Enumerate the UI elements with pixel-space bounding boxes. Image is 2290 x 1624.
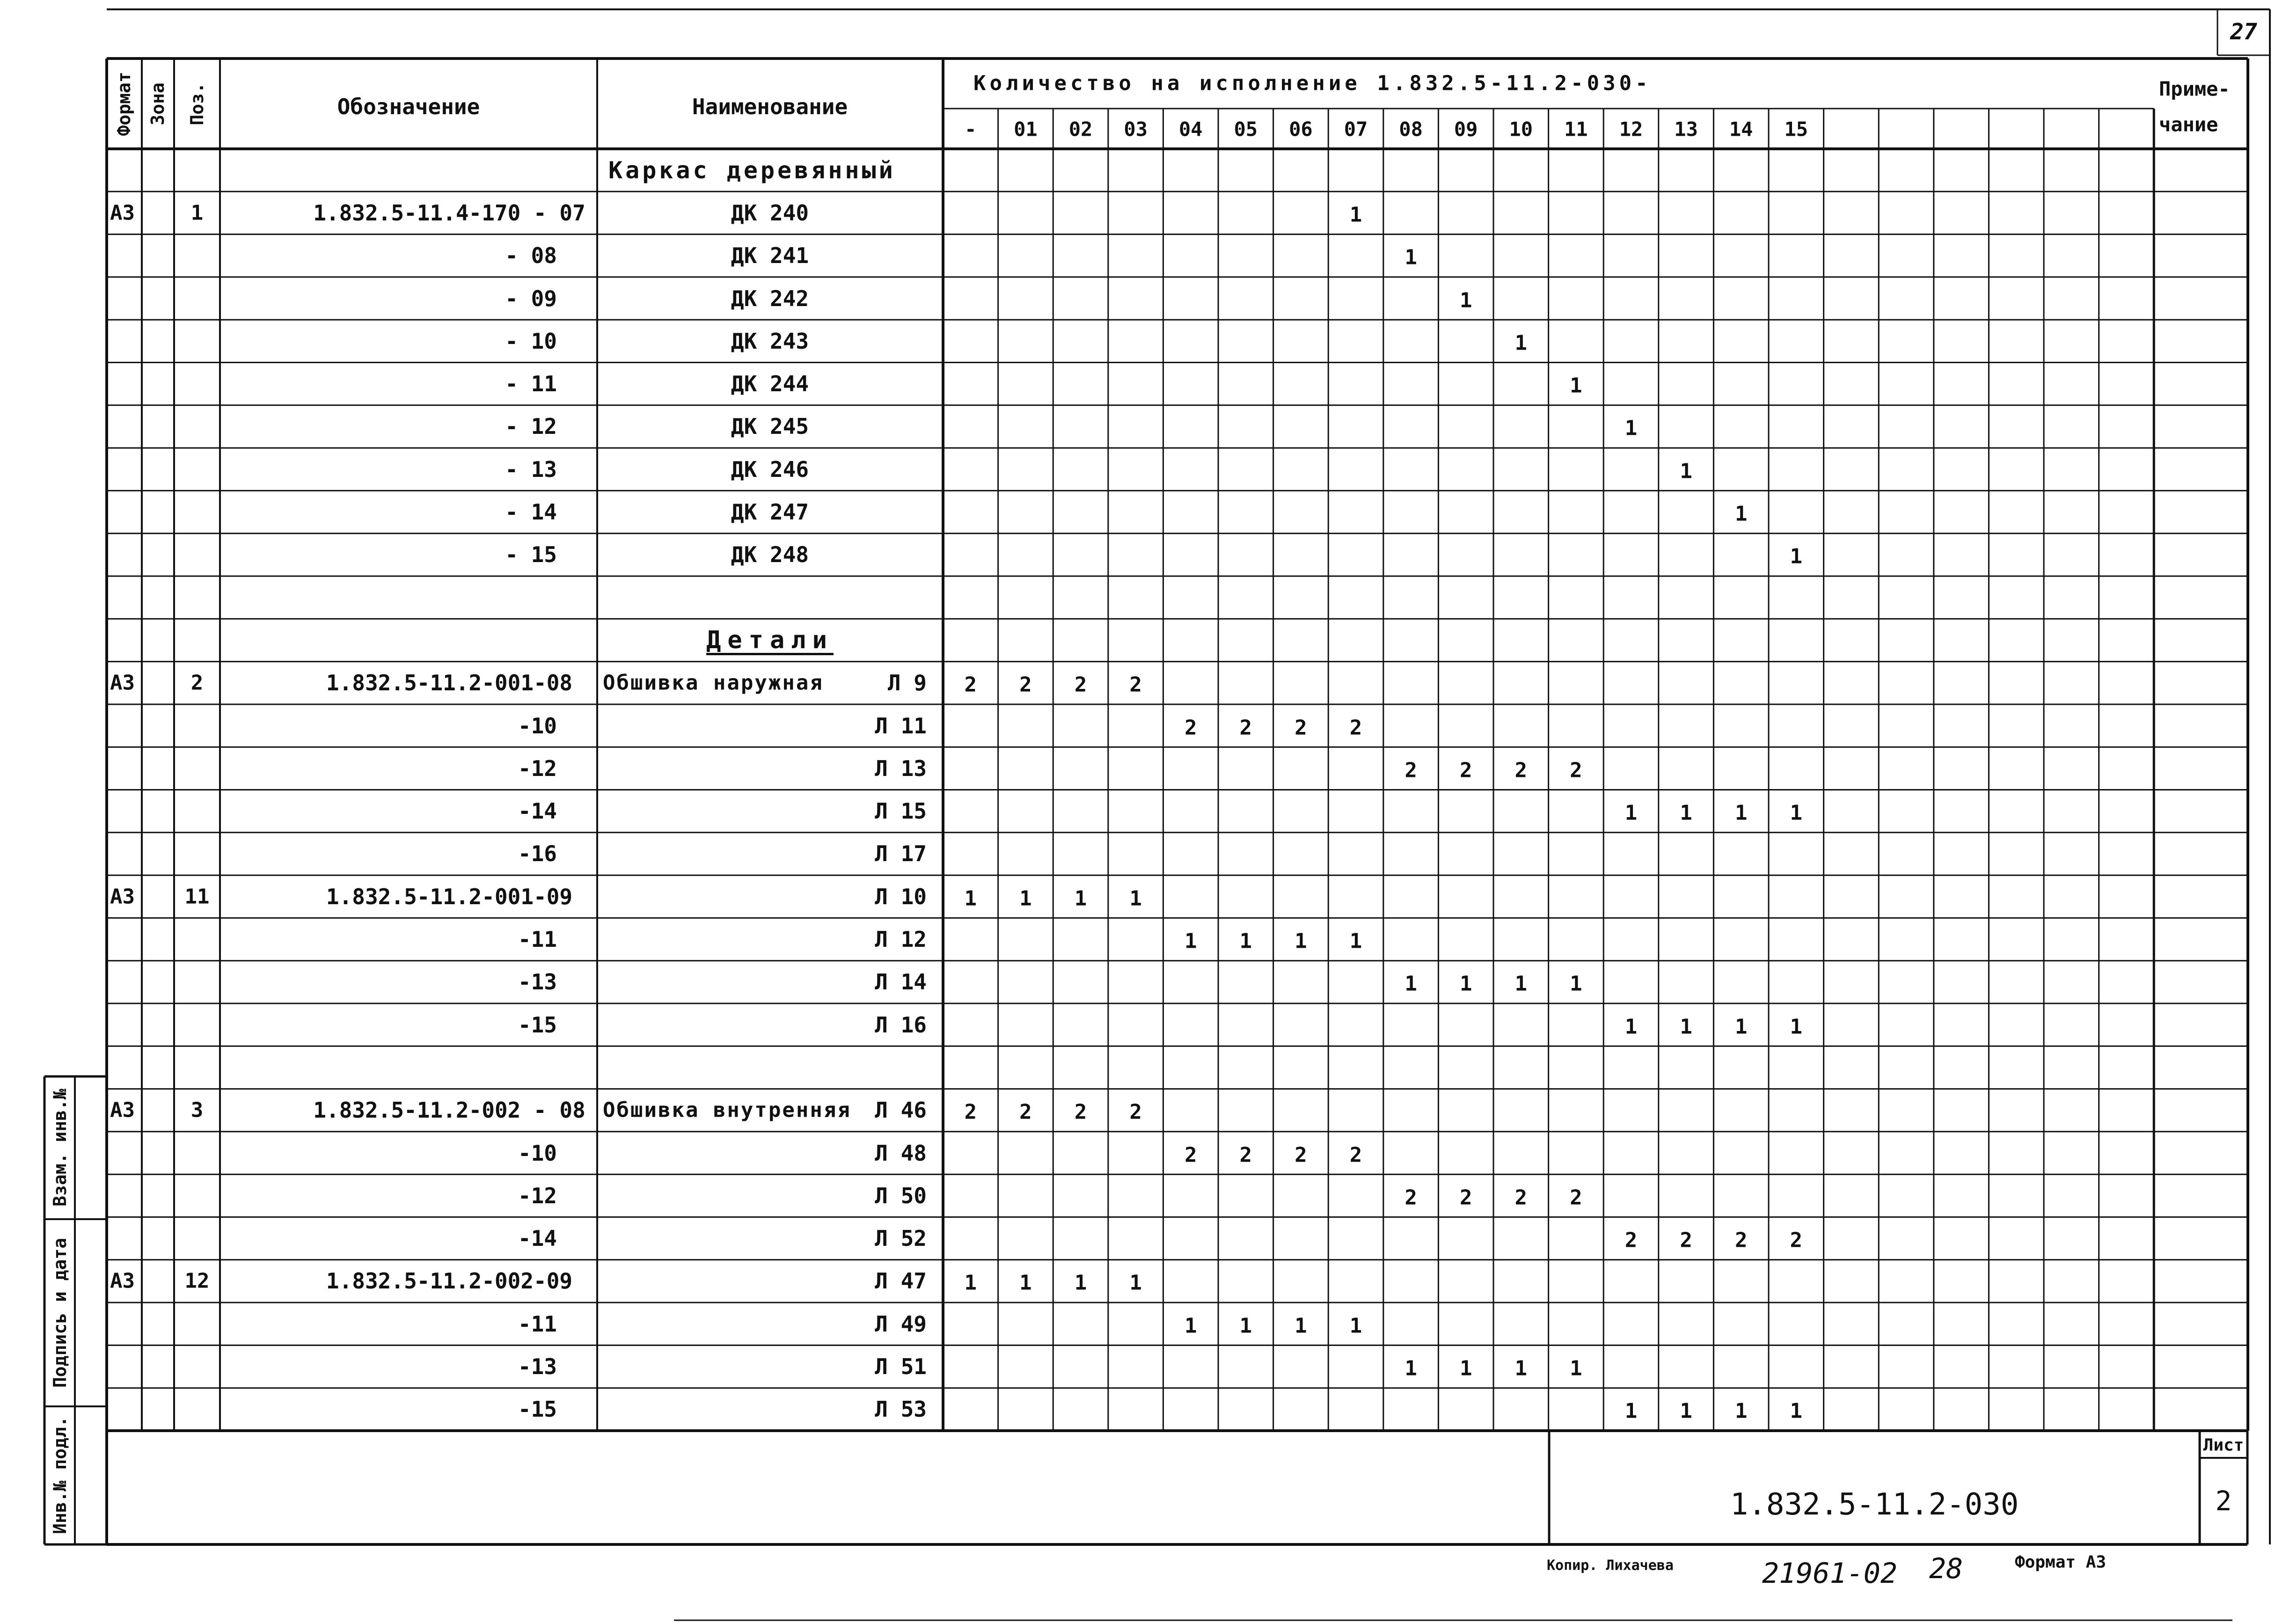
qty-col-header: 10 bbox=[1509, 117, 1533, 141]
qty-cell: 1 bbox=[1624, 801, 1638, 825]
qty-cell: 1 bbox=[1405, 972, 1417, 996]
qty-cell: 1 bbox=[1074, 1271, 1087, 1295]
qty-col-header: 08 bbox=[1399, 117, 1423, 141]
row-pos: 2 bbox=[190, 671, 204, 695]
qty-cell: 1 bbox=[1734, 502, 1748, 526]
row-designation: - 09 bbox=[505, 285, 557, 311]
qty-cell: 1 bbox=[1790, 1015, 1803, 1039]
qty-cell: 1 bbox=[1459, 288, 1472, 313]
qty-cell: 2 bbox=[1184, 1143, 1197, 1167]
row-mark: Л 9 bbox=[887, 670, 927, 696]
row-mark: Л 48 bbox=[875, 1140, 927, 1166]
row-format: А3 bbox=[110, 671, 135, 695]
order-number: 21961-02 bbox=[1762, 1557, 1897, 1590]
row-designation: -12 bbox=[518, 1183, 557, 1208]
qty-cell: 1 bbox=[1405, 1356, 1417, 1381]
row-mark: Л 16 bbox=[875, 1012, 927, 1038]
copied-by: Копир. Лихачева bbox=[1547, 1557, 1674, 1574]
qty-cell: 1 bbox=[1680, 1399, 1692, 1423]
qty-cell: 2 bbox=[1184, 716, 1197, 740]
qty-col-header: 13 bbox=[1674, 117, 1698, 141]
row-format: А3 bbox=[110, 201, 135, 225]
qty-cell: 2 bbox=[1074, 673, 1087, 697]
qty-cell: 1 bbox=[1459, 1356, 1472, 1381]
row-name: ДК 244 bbox=[731, 371, 809, 397]
row-designation: - 08 bbox=[505, 243, 557, 269]
header-designation: Обозначение bbox=[337, 94, 480, 119]
header-note: Приме- bbox=[2159, 77, 2230, 101]
row-mark: Л 46 bbox=[875, 1097, 927, 1123]
qty-cell: 2 bbox=[1790, 1228, 1803, 1252]
row-designation: -10 bbox=[518, 1140, 557, 1166]
qty-col-header: 14 bbox=[1729, 117, 1753, 141]
row-mark: Л 52 bbox=[875, 1226, 927, 1251]
qty-cell: 2 bbox=[1295, 1143, 1307, 1167]
row-mark: Л 12 bbox=[875, 927, 927, 952]
qty-col-header: 06 bbox=[1289, 117, 1313, 141]
qty-col-header: 15 bbox=[1784, 117, 1808, 141]
qty-cell: 1 bbox=[1349, 1314, 1362, 1338]
qty-cell: 1 bbox=[1790, 1399, 1803, 1423]
section-title: Детали bbox=[706, 626, 834, 654]
qty-cell: 1 bbox=[1349, 203, 1362, 227]
row-designation: -11 bbox=[518, 927, 557, 952]
qty-cell: 1 bbox=[1514, 1356, 1528, 1381]
qty-cell: 2 bbox=[1570, 1185, 1582, 1210]
qty-cell: 1 bbox=[1459, 972, 1472, 996]
sheet-label: Лист bbox=[2203, 1435, 2244, 1455]
qty-cell: 1 bbox=[1129, 886, 1142, 911]
row-format: А3 bbox=[110, 1269, 135, 1293]
qty-cell: 1 bbox=[964, 886, 977, 911]
qty-cell: 2 bbox=[964, 1100, 977, 1124]
row-designation: -15 bbox=[518, 1397, 557, 1422]
row-designation: - 13 bbox=[505, 456, 557, 482]
qty-cell: 1 bbox=[1734, 1399, 1748, 1423]
row-name: ДК 241 bbox=[731, 243, 809, 269]
qty-cell: 2 bbox=[1349, 716, 1362, 740]
qty-col-header: 04 bbox=[1178, 117, 1203, 141]
qty-cell: 1 bbox=[1514, 972, 1528, 996]
row-mark: Л 15 bbox=[875, 798, 927, 824]
qty-cell: 1 bbox=[1405, 245, 1417, 270]
qty-col-header: 09 bbox=[1454, 117, 1478, 141]
row-designation: - 15 bbox=[505, 542, 557, 568]
side-stamp-sign-label: Подпись и дата bbox=[50, 1237, 70, 1388]
qty-cell: 1 bbox=[1239, 1314, 1252, 1338]
row-mark: Л 14 bbox=[875, 969, 927, 995]
page-alt-number: 28 bbox=[1929, 1552, 1963, 1585]
qty-cell: 1 bbox=[1514, 331, 1528, 355]
row-format: А3 bbox=[110, 885, 135, 909]
row-designation: 1.832.5-11.2-002 - 08 bbox=[313, 1097, 585, 1123]
qty-cell: 1 bbox=[1624, 1399, 1638, 1423]
header-note: чание bbox=[2159, 113, 2218, 136]
sheet-number: 2 bbox=[2215, 1485, 2232, 1517]
qty-cell: 2 bbox=[964, 673, 977, 697]
row-mark: Л 10 bbox=[875, 884, 927, 909]
qty-cell: 2 bbox=[1570, 758, 1582, 783]
qty-cell: 1 bbox=[1074, 886, 1087, 911]
row-name: ДК 242 bbox=[731, 285, 809, 311]
qty-cell: 2 bbox=[1405, 758, 1417, 783]
row-name: ДК 247 bbox=[731, 499, 809, 525]
row-designation: - 12 bbox=[505, 414, 557, 439]
qty-cell: 2 bbox=[1624, 1228, 1638, 1252]
doc-code: 1.832.5-11.2-030 bbox=[1730, 1487, 2019, 1522]
row-name: ДК 243 bbox=[731, 328, 809, 354]
qty-cell: 2 bbox=[1074, 1100, 1087, 1124]
row-mark: Л 11 bbox=[875, 713, 927, 739]
section-title: Каркас деревянный bbox=[608, 156, 896, 184]
header-format: Формат bbox=[114, 72, 134, 136]
qty-cell: 2 bbox=[1459, 758, 1472, 783]
qty-cell: 1 bbox=[1734, 1015, 1748, 1039]
qty-cell: 2 bbox=[1019, 1100, 1032, 1124]
qty-col-header: 05 bbox=[1234, 117, 1258, 141]
qty-cell: 1 bbox=[1680, 1015, 1692, 1039]
row-designation: 1.832.5-11.4-170 - 07 bbox=[313, 200, 585, 226]
row-designation: -13 bbox=[518, 969, 557, 995]
qty-cell: 2 bbox=[1459, 1185, 1472, 1210]
qty-col-header: - bbox=[965, 117, 977, 141]
qty-cell: 1 bbox=[1680, 801, 1692, 825]
row-mark: Л 49 bbox=[875, 1311, 927, 1337]
qty-col-header: 11 bbox=[1564, 117, 1588, 141]
qty-cell: 1 bbox=[964, 1271, 977, 1295]
qty-cell: 1 bbox=[1734, 801, 1748, 825]
side-stamp-inv-label: Инв.№ подл. bbox=[50, 1416, 70, 1534]
row-designation: -14 bbox=[518, 1226, 557, 1251]
header-zone: Зона bbox=[147, 82, 168, 125]
qty-col-header: 07 bbox=[1344, 117, 1368, 141]
row-designation: -12 bbox=[518, 755, 557, 781]
row-designation: - 14 bbox=[505, 499, 557, 525]
qty-cell: 1 bbox=[1349, 929, 1362, 953]
qty-cell: 2 bbox=[1019, 673, 1032, 697]
qty-cell: 2 bbox=[1239, 1143, 1252, 1167]
row-mark: Л 17 bbox=[875, 841, 927, 867]
row-name: Обшивка наружная bbox=[603, 671, 824, 695]
qty-cell: 1 bbox=[1184, 929, 1197, 953]
row-mark: Л 53 bbox=[875, 1397, 927, 1422]
header-pos: Поз. bbox=[187, 82, 207, 125]
qty-cell: 2 bbox=[1734, 1228, 1748, 1252]
format-label: Формат А3 bbox=[2015, 1552, 2107, 1572]
qty-col-header: 02 bbox=[1068, 117, 1093, 141]
row-designation: -10 bbox=[518, 713, 557, 739]
row-format: А3 bbox=[110, 1098, 135, 1122]
qty-cell: 2 bbox=[1295, 716, 1307, 740]
row-name: ДК 246 bbox=[731, 456, 809, 482]
row-name: Обшивка внутренняя bbox=[603, 1098, 851, 1122]
row-designation: - 11 bbox=[505, 371, 557, 397]
row-mark: Л 47 bbox=[875, 1268, 927, 1294]
row-name: ДК 248 bbox=[731, 542, 809, 568]
page-number: 27 bbox=[2230, 19, 2257, 45]
qty-cell: 1 bbox=[1570, 972, 1582, 996]
side-stamp-replace-label: Взам. инв.№ bbox=[50, 1089, 70, 1207]
qty-cell: 2 bbox=[1680, 1228, 1692, 1252]
row-designation: -16 bbox=[518, 841, 557, 867]
qty-col-header: 12 bbox=[1619, 117, 1643, 141]
qty-cell: 1 bbox=[1239, 929, 1252, 953]
qty-cell: 2 bbox=[1405, 1185, 1417, 1210]
qty-cell: 1 bbox=[1184, 1314, 1197, 1338]
qty-col-header: 01 bbox=[1014, 117, 1038, 141]
qty-cell: 1 bbox=[1295, 1314, 1307, 1338]
qty-cell: 2 bbox=[1514, 1185, 1528, 1210]
row-designation: 1.832.5-11.2-002-09 bbox=[326, 1268, 573, 1294]
qty-cell: 1 bbox=[1790, 801, 1803, 825]
row-pos: 11 bbox=[184, 885, 210, 909]
row-mark: Л 50 bbox=[875, 1183, 927, 1208]
qty-cell: 1 bbox=[1624, 1015, 1638, 1039]
qty-cell: 1 bbox=[1129, 1271, 1142, 1295]
row-mark: Л 13 bbox=[875, 755, 927, 781]
row-designation: -13 bbox=[518, 1354, 557, 1380]
row-designation: 1.832.5-11.2-001-08 bbox=[326, 670, 573, 696]
row-designation: -14 bbox=[518, 798, 557, 824]
qty-cell: 1 bbox=[1790, 544, 1803, 569]
qty-cell: 1 bbox=[1295, 929, 1307, 953]
qty-cell: 2 bbox=[1349, 1143, 1362, 1167]
qty-cell: 1 bbox=[1019, 1271, 1032, 1295]
row-designation: -11 bbox=[518, 1311, 557, 1337]
qty-cell: 2 bbox=[1239, 716, 1252, 740]
row-designation: - 10 bbox=[505, 328, 557, 354]
qty-cell: 1 bbox=[1624, 416, 1638, 440]
row-pos: 12 bbox=[184, 1269, 210, 1293]
qty-cell: 1 bbox=[1570, 1356, 1582, 1381]
row-pos: 3 bbox=[190, 1098, 204, 1122]
qty-col-header: 03 bbox=[1124, 117, 1148, 141]
row-name: ДК 240 bbox=[731, 200, 809, 226]
row-designation: 1.832.5-11.2-001-09 bbox=[326, 884, 573, 909]
row-mark: Л 51 bbox=[875, 1354, 927, 1380]
row-designation: -15 bbox=[518, 1012, 557, 1038]
row-pos: 1 bbox=[190, 201, 204, 225]
row-name: ДК 245 bbox=[731, 414, 809, 439]
qty-cell: 2 bbox=[1514, 758, 1528, 783]
qty-cell: 1 bbox=[1019, 886, 1032, 911]
qty-cell: 2 bbox=[1129, 1100, 1142, 1124]
qty-cell: 1 bbox=[1680, 459, 1692, 483]
qty-cell: 2 bbox=[1129, 673, 1142, 697]
header-name: Наименование bbox=[692, 94, 848, 119]
qty-cell: 1 bbox=[1570, 373, 1582, 398]
header-qty-title: Количество на исполнение 1.832.5-11.2-030- bbox=[973, 71, 1652, 95]
